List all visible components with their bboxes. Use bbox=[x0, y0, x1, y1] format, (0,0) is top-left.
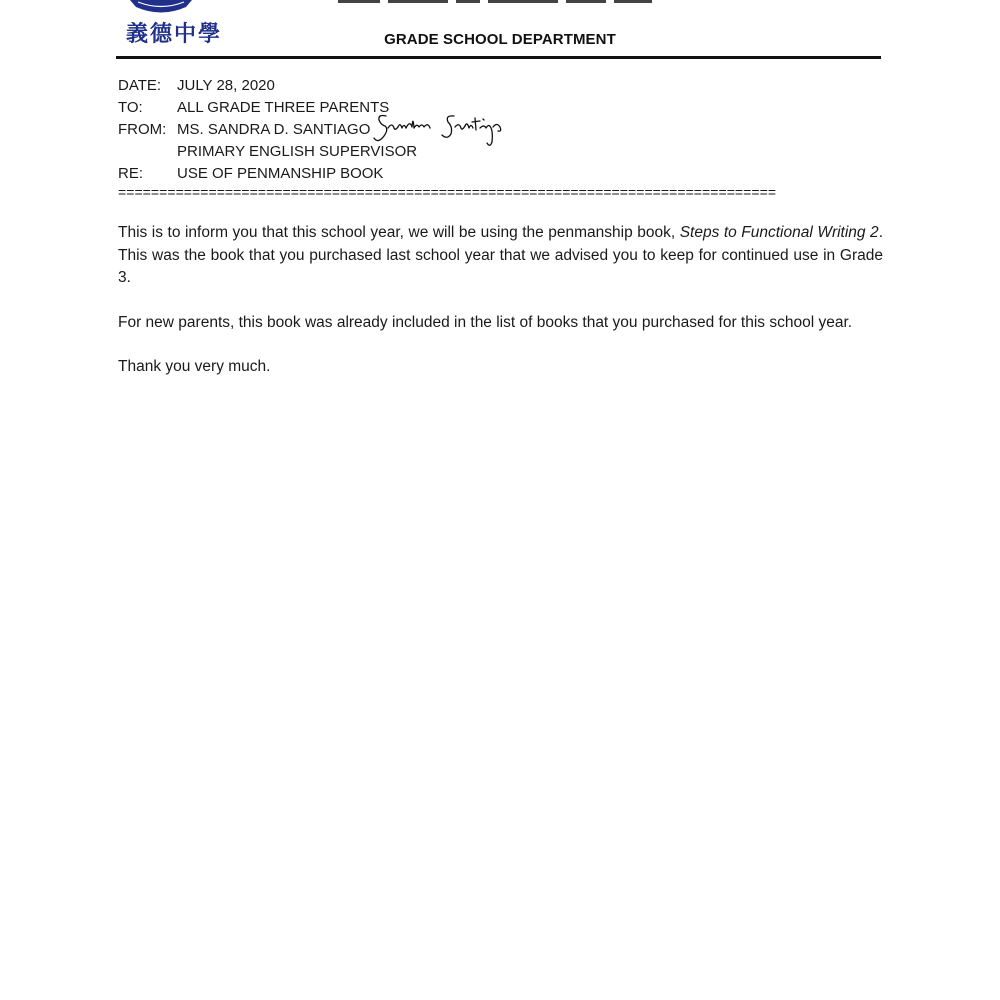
memo-date-row bbox=[118, 75, 888, 97]
memo-re-row bbox=[118, 163, 888, 185]
handwritten-signature bbox=[372, 110, 512, 150]
body-paragraph-3: Thank you very much. bbox=[118, 358, 271, 375]
memo-re-value: USE OF PENMANSHIP BOOK bbox=[177, 165, 384, 182]
school-logo-emblem bbox=[128, 0, 194, 14]
body-p1-rest: . This was the book that you purchased last school year that we advised you to keep for continued use in Grade 3. bbox=[118, 224, 883, 286]
memo-separator: ================================================================================ bbox=[118, 185, 777, 199]
memo-to-value: ALL GRADE THREE PARENTS bbox=[177, 99, 390, 116]
memo-from-value: MS. SANDRA D. SANTIAGO bbox=[177, 121, 371, 138]
memo-spacer bbox=[118, 141, 177, 163]
memo-date-value: JULY 28, 2020 bbox=[177, 77, 275, 94]
body-paragraph-2: For new parents, this book was already included in the list of books that you purchased for this school year. bbox=[118, 313, 853, 331]
book-title: Steps to Functional Writing 2 bbox=[679, 224, 879, 241]
letterhead-address-cutoff bbox=[338, 0, 668, 4]
memo-from-title: PRIMARY ENGLISH SUPERVISOR bbox=[177, 143, 418, 160]
memo-from-label: FROM: bbox=[118, 121, 167, 138]
letter-body bbox=[118, 222, 883, 401]
body-p1-intro: This is to inform you that this school year, we will be using the penmanship book, bbox=[118, 224, 680, 241]
memo-to-label: TO: bbox=[118, 99, 143, 116]
body-paragraph-1 bbox=[118, 222, 883, 290]
header-rule bbox=[116, 56, 881, 59]
memo-date-label: DATE: bbox=[118, 77, 162, 94]
school-name-chinese: 義德中學 bbox=[126, 21, 223, 47]
department-title: GRADE SCHOOL DEPARTMENT bbox=[384, 31, 616, 48]
memo-re-label: RE: bbox=[118, 165, 144, 182]
